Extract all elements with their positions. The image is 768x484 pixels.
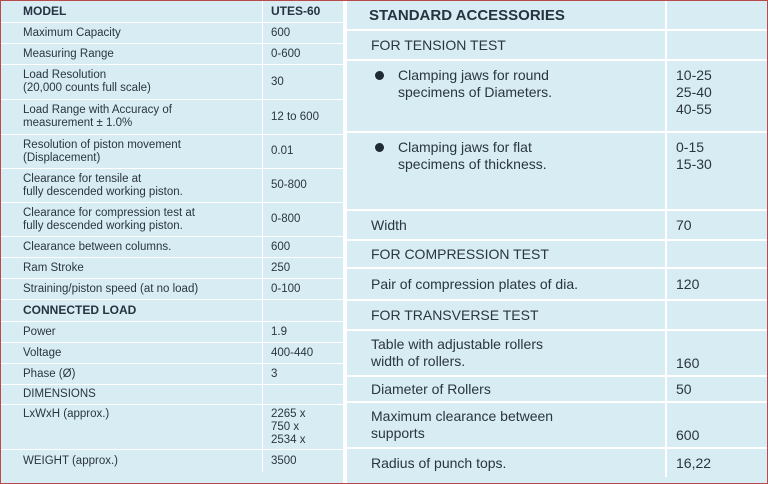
punch-radius-value: 16,22 <box>676 454 712 471</box>
spec-label: Straining/piston speed (at no load) <box>1 279 263 299</box>
spec-row <box>1 279 343 300</box>
weight-value: 3500 <box>271 454 297 467</box>
spec-label: Resolution of piston movement (Displacement) <box>1 135 263 168</box>
round-jaws-cell <box>347 61 667 131</box>
rollers-table-label: Table with adjustable rollers width of rollers. <box>347 331 667 375</box>
model-header-value: UTES-60 <box>271 4 321 18</box>
spec-row <box>1 23 343 44</box>
spec-value: 0-800 <box>271 213 301 225</box>
spec-row <box>1 44 343 65</box>
spec-row <box>1 258 343 279</box>
flat-jaws-cell <box>347 133 667 209</box>
compression-plates-row <box>347 269 767 301</box>
transverse-heading: FOR TRANSVERSE TEST <box>347 301 667 329</box>
spec-value: 1.9 <box>271 325 287 338</box>
spec-label: Maximum Capacity <box>1 23 263 43</box>
spec-value: 0-100 <box>271 282 301 295</box>
flat-jaws-values <box>667 133 767 209</box>
spec-value: 400-440 <box>271 346 314 359</box>
model-header-label: MODEL <box>1 1 263 22</box>
width-row <box>347 211 767 241</box>
accessories-heading: STANDARD ACCESSORIES <box>347 1 667 29</box>
spec-row <box>1 237 343 258</box>
width-label: Width <box>347 211 667 239</box>
spec-value: 50-800 <box>271 179 307 191</box>
tension-heading-row <box>347 31 767 61</box>
accessories-table <box>347 1 767 483</box>
spec-label: Clearance for compression test at fully descended working piston. <box>1 203 263 236</box>
spec-row <box>1 135 343 169</box>
spec-value: 600 <box>271 240 291 253</box>
spec-label: Ram Stroke <box>1 258 263 278</box>
rollers-table-row <box>347 331 767 377</box>
tension-heading: FOR TENSION TEST <box>347 31 667 59</box>
weight-label: WEIGHT (approx.) <box>1 450 263 472</box>
rollers-table-value: 160 <box>676 355 700 371</box>
roller-diameter-value: 50 <box>676 380 692 397</box>
compression-plates-value: 120 <box>676 275 700 292</box>
spec-value: 0.01 <box>271 145 294 157</box>
dimensions-values <box>263 405 343 449</box>
spec-row <box>1 100 343 135</box>
width-value: 70 <box>676 216 692 233</box>
dimensions-heading: DIMENSIONS <box>1 385 263 404</box>
spec-label: Power <box>1 322 263 342</box>
jaw-range-value: 25-40 <box>676 84 712 100</box>
model-header-row <box>1 1 343 23</box>
dimension-value: 750 x <box>271 420 300 433</box>
spec-row <box>1 343 343 364</box>
connected-load-heading: CONNECTED LOAD <box>1 300 263 321</box>
dimension-value: 2265 x <box>271 407 306 420</box>
compression-heading: FOR COMPRESSION TEST <box>347 241 667 267</box>
dimensions-row <box>1 405 343 450</box>
jaw-range-value: 10-25 <box>676 67 712 83</box>
support-clearance-label: Maximum clearance between supports <box>347 403 667 447</box>
dimensions-heading-row <box>1 385 343 405</box>
weight-row <box>1 450 343 472</box>
spec-label: Phase (Ø) <box>1 364 263 384</box>
roller-diameter-row <box>347 377 767 403</box>
round-jaws-values <box>667 61 767 131</box>
roller-diameter-label: Diameter of Rollers <box>347 377 667 401</box>
dimensions-label: LxWxH (approx.) <box>1 405 263 449</box>
spec-row <box>1 169 343 203</box>
spec-value: 250 <box>271 261 291 274</box>
spec-label: Load Range with Accuracy of measurement ± 1.0% <box>1 100 263 134</box>
spec-label: Clearance for tensile at fully descended working piston. <box>1 169 263 202</box>
connected-load-heading-row <box>1 300 343 322</box>
spec-value: 30 <box>271 75 284 88</box>
support-clearance-value: 600 <box>676 427 700 443</box>
spec-value: 600 <box>271 26 291 39</box>
spec-value: 12 to 600 <box>271 110 319 123</box>
dimension-value: 2534 x <box>271 433 306 446</box>
spec-row <box>1 65 343 100</box>
round-jaws-label: Clamping jaws for round specimens of Diameters. <box>398 67 553 100</box>
transverse-heading-row <box>347 301 767 331</box>
model-spec-table <box>1 1 343 483</box>
punch-radius-label: Radius of punch tops. <box>347 449 667 477</box>
support-clearance-row <box>347 403 767 449</box>
compression-plates-label: Pair of compression plates of dia. <box>347 269 667 299</box>
jaw-range-value: 0-15 <box>676 139 705 155</box>
flat-jaws-row <box>347 133 767 211</box>
compression-heading-row <box>347 241 767 269</box>
spec-row <box>1 364 343 385</box>
round-jaws-row <box>347 61 767 133</box>
bullet-icon <box>375 143 384 152</box>
spec-value: 0-600 <box>271 47 301 60</box>
spec-row <box>1 322 343 343</box>
punch-radius-row <box>347 449 767 477</box>
spec-label: Measuring Range <box>1 44 263 64</box>
spec-value: 3 <box>271 367 278 380</box>
spec-label: Voltage <box>1 343 263 363</box>
jaw-range-value: 40-55 <box>676 101 712 117</box>
flat-jaws-label: Clamping jaws for flat specimens of thickness. <box>398 139 547 172</box>
spec-label: Clearance between columns. <box>1 237 263 257</box>
jaw-range-value: 15-30 <box>676 156 712 172</box>
spec-row <box>1 203 343 237</box>
accessories-heading-row <box>347 1 767 31</box>
bullet-icon <box>375 71 384 80</box>
spec-label: Load Resolution (20,000 counts full scale) <box>1 65 263 99</box>
